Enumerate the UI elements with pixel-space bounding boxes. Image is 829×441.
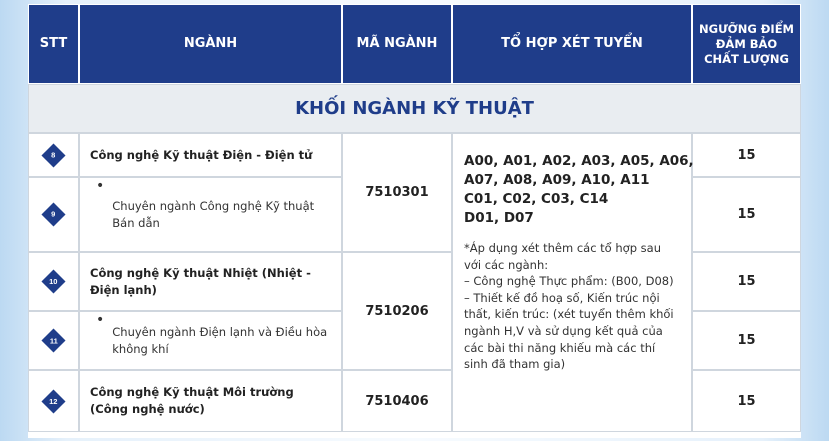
header-to-hop: TỔ HỢP XÉT TUYỂN — [452, 4, 692, 84]
stt-number: 10 — [49, 277, 58, 286]
header-nguong-diem-line: NGƯỠNG ĐIỂM — [699, 21, 794, 36]
note-line: các bài thi năng khiếu mà các thí — [464, 340, 656, 355]
combination-line: D01, D07 — [464, 210, 534, 226]
header-nguong-diem-line: ĐẢM BẢO — [715, 36, 778, 51]
note-line: – Thiết kế đồ hoạ số, Kiến trúc nội — [464, 290, 660, 305]
combination-codes — [464, 152, 694, 228]
stt-badge — [41, 202, 65, 226]
score-cell: 15 — [692, 252, 801, 311]
admission-table — [28, 4, 801, 438]
note-line: – Công nghệ Thực phẩm: (B00, D08) — [464, 274, 674, 289]
header-stt: STT — [28, 4, 79, 84]
note-line: *Áp dụng xét thêm các tổ hợp sau — [464, 241, 661, 255]
combination-note — [464, 240, 681, 373]
specialization-cell — [79, 311, 342, 370]
stt-badge — [41, 143, 65, 167]
header-nguong-diem-line: CHẤT LƯỢNG — [704, 51, 789, 66]
note-line: với các ngành: — [464, 257, 549, 272]
stt-cell — [28, 311, 79, 370]
header-ma-nganh: MÃ NGÀNH — [342, 4, 452, 84]
score-cell: 15 — [692, 311, 801, 370]
stt-cell — [28, 370, 79, 432]
bullet-icon: • — [96, 178, 105, 194]
bullet-icon: • — [96, 312, 105, 328]
stt-cell — [28, 133, 79, 177]
note-line: sinh đã tham gia) — [464, 357, 566, 372]
stt-badge — [41, 389, 65, 413]
stt-badge — [41, 269, 65, 293]
stt-cell — [28, 252, 79, 311]
combination-line: A00, A01, A02, A03, A05, A06, — [464, 153, 694, 169]
stt-number: 12 — [49, 396, 58, 406]
stt-number: 9 — [51, 209, 56, 219]
score-cell: 15 — [692, 177, 801, 252]
stt-badge — [41, 328, 65, 352]
program-code: 7510406 — [342, 370, 452, 432]
note-line: thất, kiến trúc: (xét tuyển thêm khối — [464, 307, 674, 322]
header-nguong-diem — [692, 4, 801, 84]
score-cell: 15 — [692, 370, 801, 432]
section-title: KHỐI NGÀNH KỸ THUẬT — [28, 84, 801, 133]
specialization-name: Chuyên ngành Công nghệ Kỹ thuật Bán dẫn — [112, 198, 315, 230]
program-name: Công nghệ Kỹ thuật Nhiệt (Nhiệt - Điện lạnh) — [79, 252, 342, 311]
program-name: Công nghệ Kỹ thuật Điện - Điện tử — [79, 133, 342, 177]
combination-line: A07, A08, A09, A10, A11 — [464, 172, 650, 188]
stt-cell — [28, 177, 79, 252]
score-cell: 15 — [692, 133, 801, 177]
program-code: 7510301 — [342, 133, 452, 252]
note-line: ngành H,V và sử dụng kết quả của — [464, 323, 663, 338]
stt-number: 11 — [49, 336, 58, 345]
combination-cell — [452, 133, 692, 432]
program-code: 7510206 — [342, 252, 452, 370]
combination-line: C01, C02, C03, C14 — [464, 191, 609, 207]
header-nganh: NGÀNH — [79, 4, 342, 84]
specialization-name: Chuyên ngành Điện lạnh và Điều hòa không khí — [112, 324, 328, 356]
program-name: Công nghệ Kỹ thuật Môi trường (Công nghệ nước) — [79, 370, 342, 432]
specialization-cell — [79, 177, 342, 252]
stt-number: 8 — [51, 150, 56, 160]
